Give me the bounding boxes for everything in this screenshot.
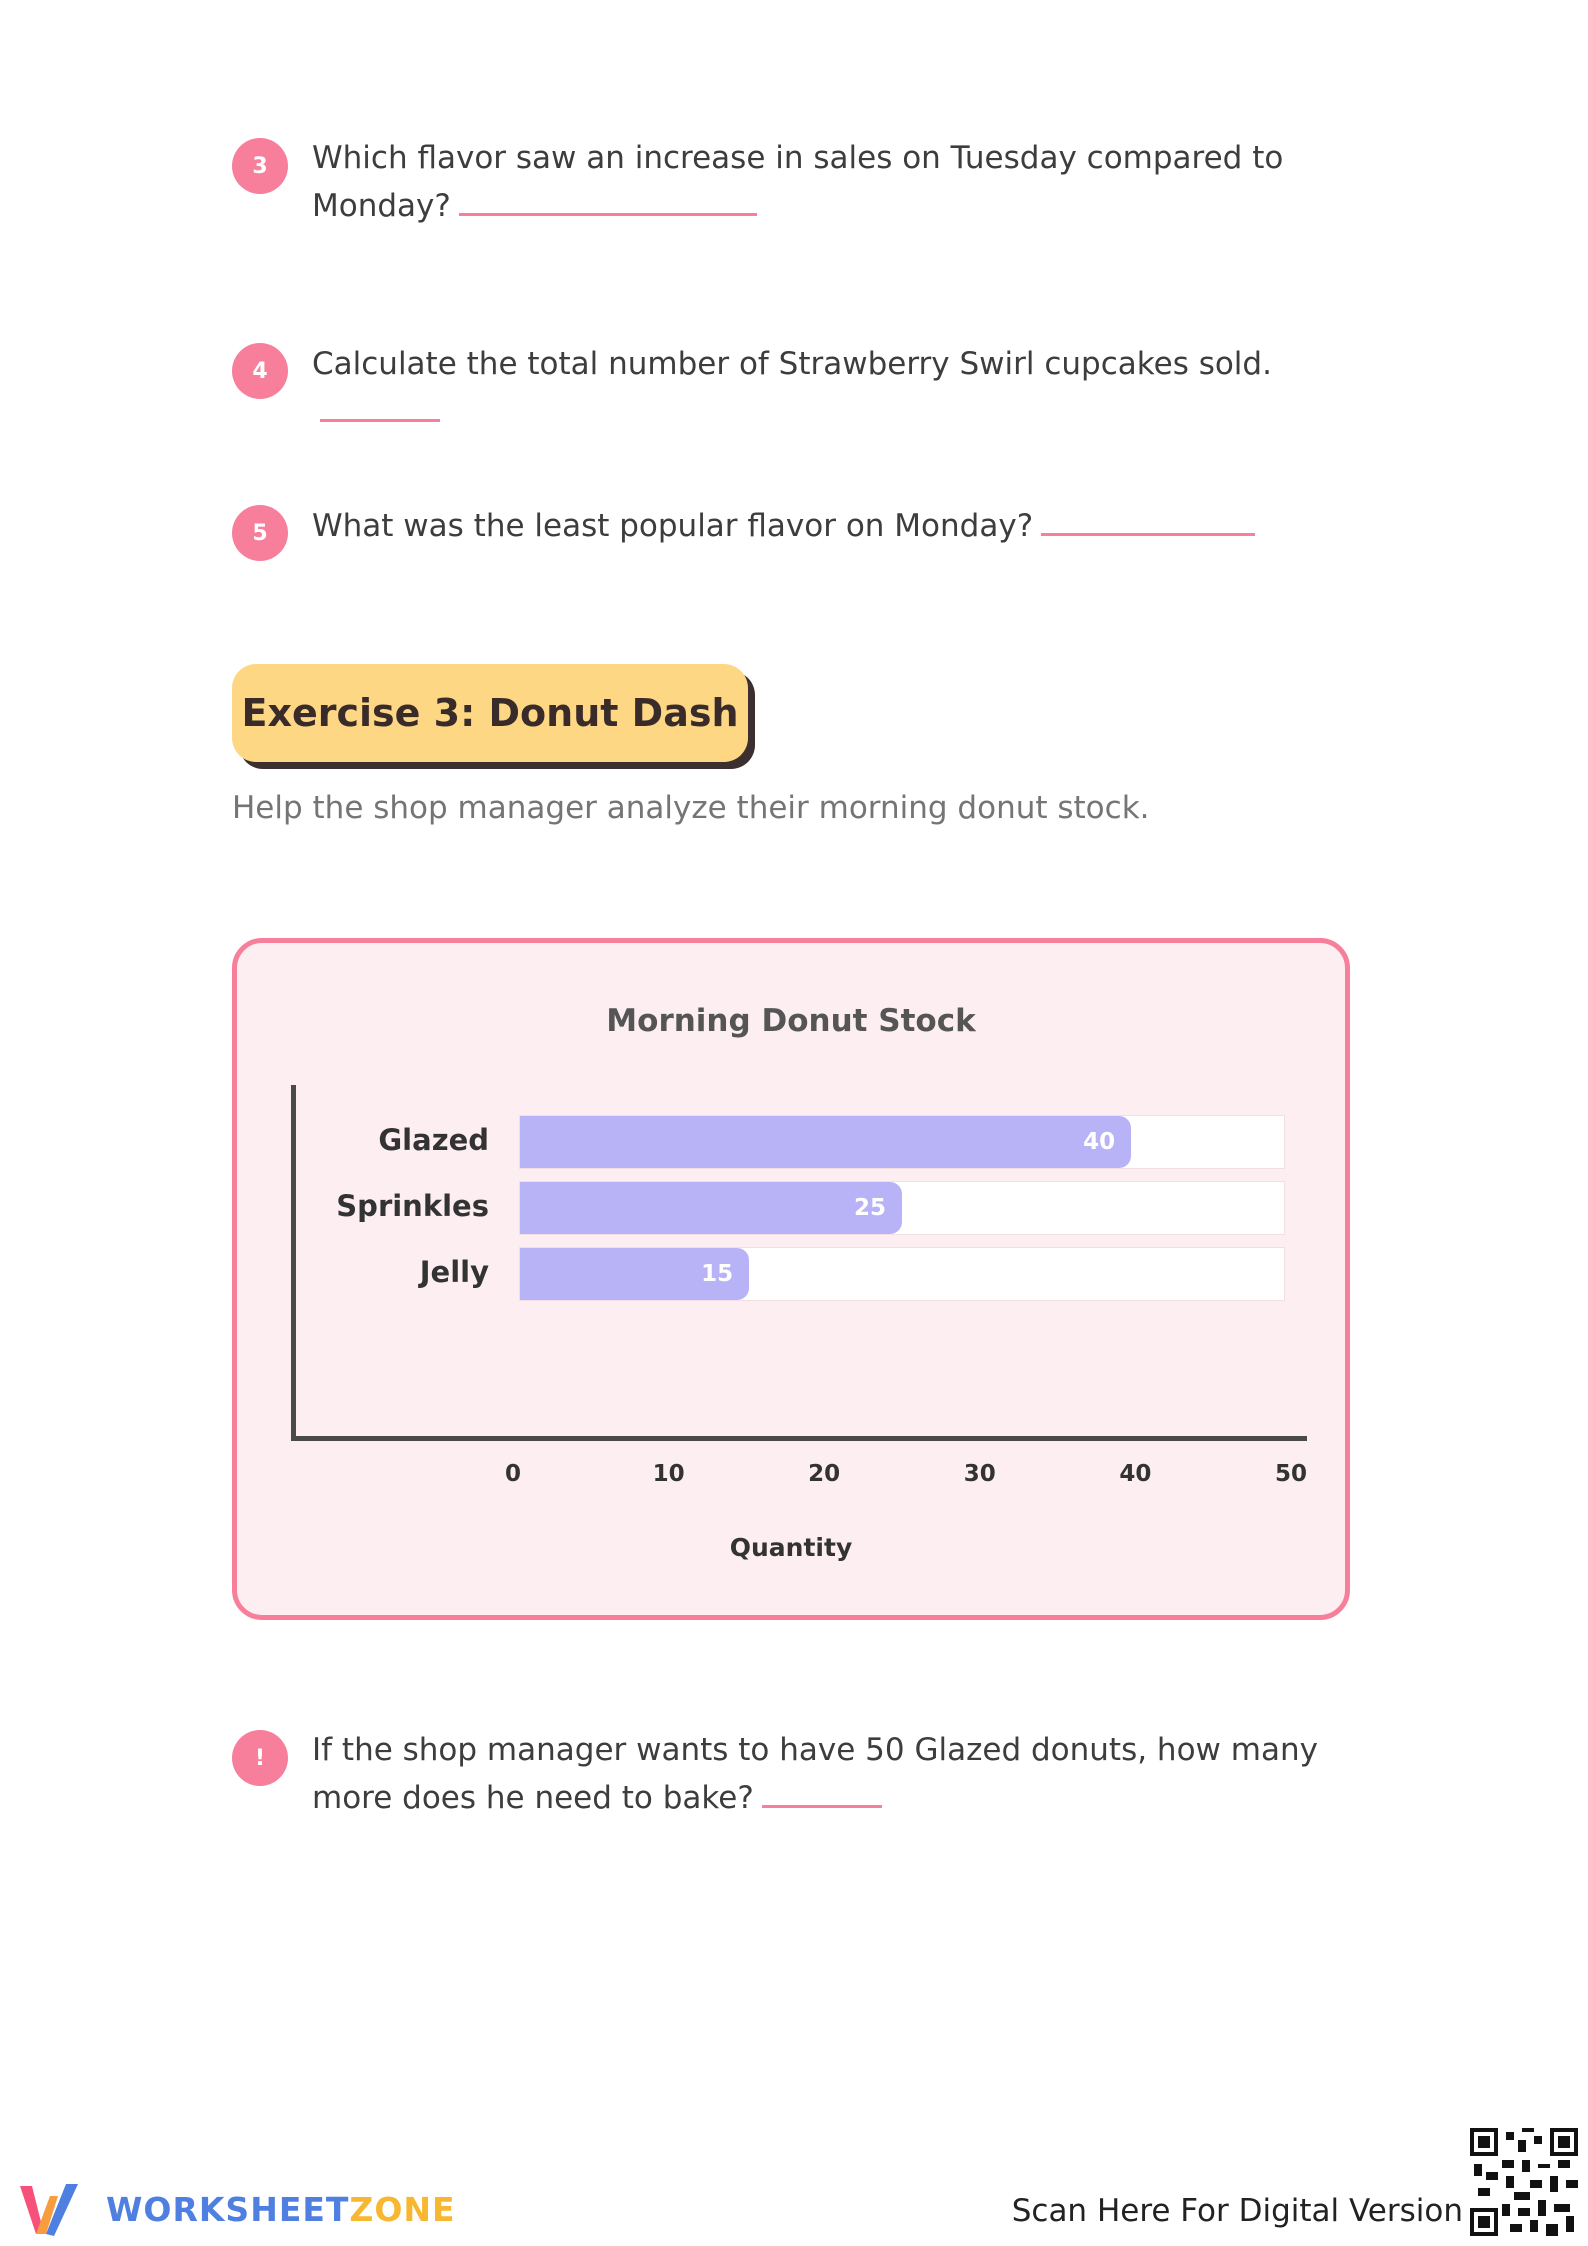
x-axis-line: [291, 1436, 1307, 1441]
question-text: Which flavor saw an increase in sales on Tuesday compared to Monday?: [312, 140, 1284, 224]
logo-text-zone: ZONE: [349, 2189, 456, 2229]
x-tick-label: 40: [1119, 1461, 1152, 1487]
chart-card: [232, 938, 1350, 1620]
x-tick-label: 50: [1274, 1461, 1307, 1487]
exercise-title: Exercise 3: Donut Dash: [232, 664, 748, 762]
bar-value-label: 25: [853, 1195, 886, 1221]
worksheetzone-logo: [18, 2180, 456, 2238]
scan-text: Scan Here For Digital Version: [1011, 2193, 1463, 2229]
exclamation-icon: !: [232, 1730, 288, 1786]
answer-blank[interactable]: [762, 1781, 882, 1808]
bar-track: [519, 1181, 1285, 1235]
category-label: Glazed: [378, 1123, 489, 1157]
question-4: [232, 340, 1362, 436]
question-number-badge: 4: [232, 343, 288, 399]
x-tick-label: 30: [963, 1461, 996, 1487]
x-tick-label: 0: [504, 1461, 521, 1487]
x-axis-title: Quantity: [729, 1533, 853, 1562]
question-3: [232, 134, 1362, 230]
chart-title: Morning Donut Stock: [606, 1003, 976, 1039]
question-number-badge: 5: [232, 505, 288, 561]
answer-blank[interactable]: [1041, 509, 1255, 536]
category-label: Sprinkles: [336, 1189, 489, 1223]
bar-track: [519, 1115, 1285, 1169]
logo-icon: [18, 2180, 92, 2238]
bar-value-label: 15: [701, 1261, 734, 1287]
question-text: Calculate the total number of Strawberry Swirl cupcakes sold.: [312, 346, 1272, 382]
question-text: If the shop manager wants to have 50 Glazed donuts, how many more does he need to bake?: [312, 1732, 1318, 1816]
x-tick-label: 10: [652, 1461, 685, 1487]
logo-text-worksheet: WORKSHEET: [106, 2189, 350, 2229]
qr-code[interactable]: [1470, 2128, 1578, 2236]
answer-blank[interactable]: [459, 189, 757, 216]
exercise-description: Help the shop manager analyze their morning donut stock.: [232, 790, 1150, 826]
category-label: Jelly: [419, 1255, 489, 1289]
bar-value-label: 40: [1083, 1129, 1116, 1155]
x-tick-label: 20: [808, 1461, 841, 1487]
bar-glazed: [520, 1116, 1131, 1168]
question-number-badge: 3: [232, 138, 288, 194]
bar-track: [519, 1247, 1285, 1301]
bonus-question: [232, 1726, 1362, 1822]
question-5: [232, 502, 1362, 550]
bar-sprinkles: [520, 1182, 902, 1234]
answer-blank[interactable]: [320, 395, 440, 422]
bar-jelly: [520, 1248, 749, 1300]
question-text: What was the least popular flavor on Monday?: [312, 508, 1034, 544]
